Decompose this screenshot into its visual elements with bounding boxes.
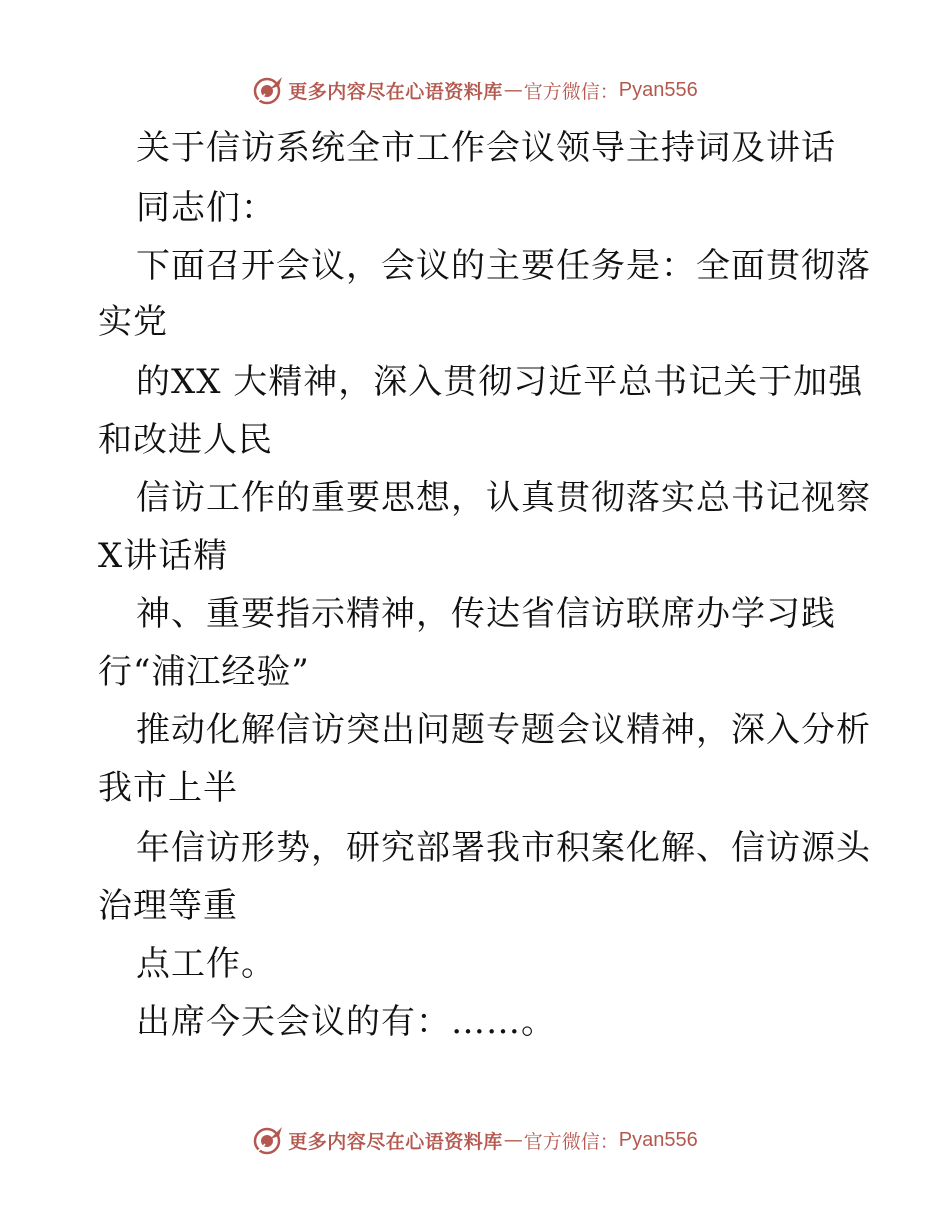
footer-banner [0,1120,950,1160]
paragraph-line: 信访工作的重要思想，认真贯彻落实总书记视察 [136,478,871,518]
header-dash: — [503,79,523,101]
paragraph-line: 实党 [98,302,168,342]
header-brand-text: 更多内容尽在心语资料库 [288,80,503,103]
greeting-line: 同志们： [136,188,276,228]
paragraph-line: 行“浦江经验” [98,652,310,692]
quill-logo-icon [252,1124,284,1156]
footer-wechat-id: Pyan556 [618,1128,698,1151]
footer-brand-text: 更多内容尽在心语资料库 [288,1130,503,1153]
paragraph-line: X讲话精 [98,536,229,576]
paragraph-line: 和改进人民 [98,420,273,460]
paragraph-line: 下面召开会议，会议的主要任务是：全面贯彻落 [136,246,871,286]
paragraph-line: 年信访形势，研究部署我市积案化解、信访源头 [136,828,871,868]
paragraph-line: 治理等重 [98,886,238,926]
footer-dash: — [503,1129,523,1151]
footer-wechat-label: 官方微信： [523,1130,619,1153]
header-wechat-id: Pyan556 [618,78,698,101]
header-wechat-label: 官方微信： [523,80,619,103]
paragraph-line: 推动化解信访突出问题专题会议精神，深入分析 [136,710,871,750]
paragraph-line: 我市上半 [98,768,238,808]
paragraph-line: 神、重要指示精神，传达省信访联席办学习践 [136,594,836,634]
paragraph-line: 的XX 大精神，深入贯彻习近平总书记关于加强 [136,362,864,402]
paragraph-line: 点工作。 [136,944,276,984]
paragraph-line: 出席今天会议的有：……。 [136,1002,556,1042]
document-title: 关于信访系统全市工作会议领导主持词及讲话 [136,128,836,168]
